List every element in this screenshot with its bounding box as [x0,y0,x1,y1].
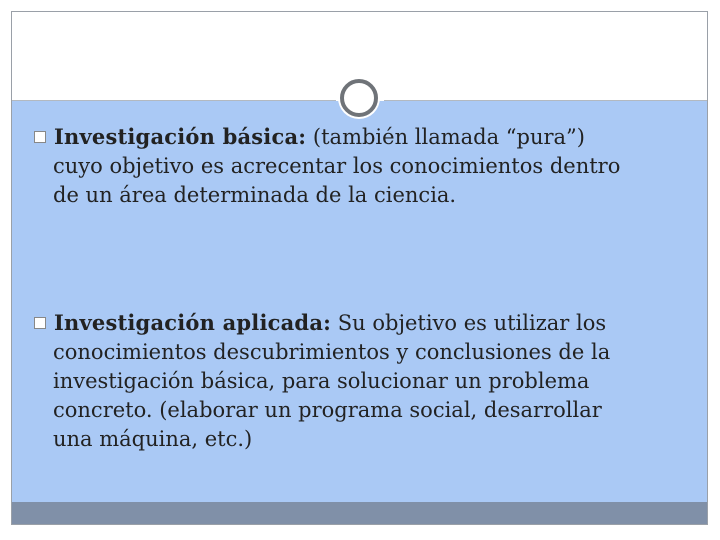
bullet-first-line [34,122,620,152]
bullet-line: conocimientos descubrimientos y conclusiones de la [53,340,611,364]
bullet-first-line [34,308,610,338]
circle-ornament-icon [340,79,378,117]
bullet-term: Investigación aplicada: [54,310,332,335]
bullet-text: Su objetivo es utilizar los [337,311,607,335]
bullet-investigacion-basica [34,122,620,210]
bullet-line: investigación básica, para solucionar un problema [53,369,590,393]
footer-bar [12,502,707,524]
bullet-line: de un área determinada de la ciencia. [53,183,457,207]
bullet-term: Investigación básica: [54,124,307,149]
bullet-line: cuyo objetivo es acrecentar los conocimientos dentro [53,154,621,178]
square-bullet-icon [34,317,46,329]
bullet-text: (también llamada “pura”) [312,125,585,149]
bullet-line: una máquina, etc.) [53,427,253,451]
square-bullet-icon [34,131,46,143]
bullet-investigacion-aplicada [34,308,610,454]
bullet-line: concreto. (elaborar un programa social, desarrollar [53,398,602,422]
